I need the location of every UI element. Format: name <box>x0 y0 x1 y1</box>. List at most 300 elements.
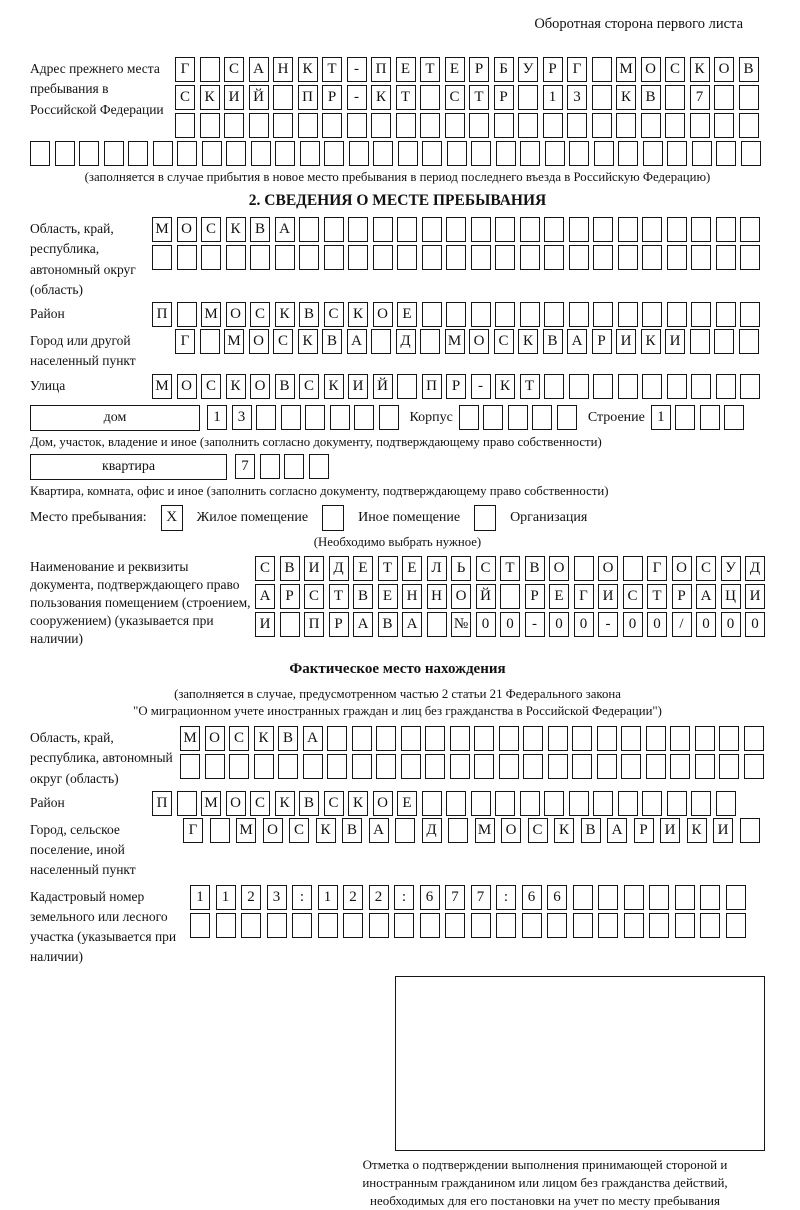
char-cell[interactable] <box>104 141 124 166</box>
char-cell[interactable]: С <box>304 584 324 609</box>
char-cell[interactable]: О <box>451 584 471 609</box>
char-cell[interactable] <box>495 791 515 816</box>
char-cell[interactable]: К <box>687 818 707 843</box>
char-cell[interactable] <box>177 302 197 327</box>
char-cell[interactable]: К <box>200 85 220 110</box>
char-cell[interactable] <box>646 754 666 779</box>
char-cell[interactable]: К <box>518 329 538 354</box>
char-cell[interactable]: И <box>304 556 324 581</box>
char-cell[interactable]: П <box>152 302 172 327</box>
char-cell[interactable] <box>569 374 589 399</box>
char-cell[interactable] <box>518 85 538 110</box>
char-cell[interactable]: О <box>598 556 618 581</box>
char-cell[interactable]: 0 <box>549 612 569 637</box>
char-cell[interactable] <box>691 302 711 327</box>
char-cell[interactable] <box>714 85 734 110</box>
char-cell[interactable]: 0 <box>623 612 643 637</box>
char-cell[interactable]: А <box>353 612 373 637</box>
char-cell[interactable]: 1 <box>543 85 563 110</box>
char-cell[interactable]: Т <box>647 584 667 609</box>
char-cell[interactable]: 0 <box>476 612 496 637</box>
char-cell[interactable] <box>744 726 764 751</box>
char-cell[interactable] <box>494 113 514 138</box>
char-cell[interactable] <box>557 405 577 430</box>
char-cell[interactable]: А <box>369 818 389 843</box>
char-cell[interactable]: В <box>299 791 319 816</box>
char-cell[interactable] <box>624 885 644 910</box>
char-cell[interactable] <box>691 245 711 270</box>
char-cell[interactable] <box>547 913 567 938</box>
char-cell[interactable]: 7 <box>690 85 710 110</box>
char-cell[interactable]: И <box>598 584 618 609</box>
char-cell[interactable]: С <box>623 584 643 609</box>
char-cell[interactable] <box>593 791 613 816</box>
char-cell[interactable] <box>670 726 690 751</box>
char-cell[interactable] <box>343 913 363 938</box>
char-cell[interactable] <box>740 245 760 270</box>
char-cell[interactable] <box>420 913 440 938</box>
char-cell[interactable]: С <box>528 818 548 843</box>
char-cell[interactable] <box>177 141 197 166</box>
char-cell[interactable]: О <box>263 818 283 843</box>
char-cell[interactable] <box>520 791 540 816</box>
char-cell[interactable]: О <box>469 329 489 354</box>
char-cell[interactable] <box>520 245 540 270</box>
char-cell[interactable] <box>303 754 323 779</box>
char-cell[interactable] <box>593 374 613 399</box>
char-cell[interactable]: П <box>152 791 172 816</box>
char-cell[interactable] <box>273 113 293 138</box>
char-cell[interactable] <box>618 141 638 166</box>
char-cell[interactable]: Н <box>273 57 293 82</box>
char-cell[interactable] <box>593 245 613 270</box>
char-cell[interactable] <box>544 302 564 327</box>
char-cell[interactable]: Т <box>420 57 440 82</box>
char-cell[interactable]: Е <box>378 584 398 609</box>
char-cell[interactable]: С <box>201 374 221 399</box>
char-cell[interactable]: О <box>501 818 521 843</box>
char-cell[interactable]: Р <box>672 584 692 609</box>
char-cell[interactable] <box>216 913 236 938</box>
char-cell[interactable] <box>298 113 318 138</box>
char-cell[interactable]: А <box>696 584 716 609</box>
char-cell[interactable]: - <box>525 612 545 637</box>
char-cell[interactable] <box>318 913 338 938</box>
char-cell[interactable] <box>153 141 173 166</box>
char-cell[interactable]: 0 <box>696 612 716 637</box>
char-cell[interactable]: С <box>250 791 270 816</box>
char-cell[interactable] <box>739 329 759 354</box>
char-cell[interactable] <box>572 726 592 751</box>
char-cell[interactable]: Е <box>397 302 417 327</box>
char-cell[interactable]: К <box>554 818 574 843</box>
char-cell[interactable] <box>643 141 663 166</box>
char-cell[interactable] <box>128 141 148 166</box>
char-cell[interactable] <box>446 217 466 242</box>
char-cell[interactable] <box>322 113 342 138</box>
char-cell[interactable]: Е <box>396 57 416 82</box>
char-cell[interactable] <box>422 245 442 270</box>
char-cell[interactable] <box>691 791 711 816</box>
char-cell[interactable]: : <box>394 885 414 910</box>
char-cell[interactable] <box>716 217 736 242</box>
char-cell[interactable]: С <box>229 726 249 751</box>
char-cell[interactable]: О <box>250 374 270 399</box>
char-cell[interactable]: И <box>348 374 368 399</box>
char-cell[interactable] <box>373 141 393 166</box>
char-cell[interactable] <box>593 217 613 242</box>
char-cell[interactable]: 2 <box>241 885 261 910</box>
char-cell[interactable]: - <box>471 374 491 399</box>
char-cell[interactable] <box>373 245 393 270</box>
char-cell[interactable] <box>714 329 734 354</box>
char-cell[interactable] <box>667 374 687 399</box>
char-cell[interactable] <box>347 113 367 138</box>
char-cell[interactable] <box>422 791 442 816</box>
char-cell[interactable] <box>716 302 736 327</box>
char-cell[interactable] <box>251 141 271 166</box>
char-cell[interactable] <box>726 885 746 910</box>
char-cell[interactable] <box>675 913 695 938</box>
char-cell[interactable] <box>646 726 666 751</box>
char-cell[interactable] <box>642 374 662 399</box>
char-cell[interactable]: О <box>249 329 269 354</box>
char-cell[interactable] <box>327 754 347 779</box>
char-cell[interactable]: Е <box>445 57 465 82</box>
char-cell[interactable] <box>450 726 470 751</box>
char-cell[interactable]: 1 <box>318 885 338 910</box>
char-cell[interactable]: С <box>255 556 275 581</box>
char-cell[interactable] <box>592 113 612 138</box>
char-cell[interactable] <box>175 113 195 138</box>
char-cell[interactable] <box>523 726 543 751</box>
char-cell[interactable]: К <box>298 329 318 354</box>
char-cell[interactable]: Ь <box>451 556 471 581</box>
char-cell[interactable]: Р <box>592 329 612 354</box>
char-cell[interactable] <box>544 245 564 270</box>
char-cell[interactable]: О <box>177 217 197 242</box>
char-cell[interactable] <box>548 754 568 779</box>
char-cell[interactable] <box>649 885 669 910</box>
char-cell[interactable]: К <box>316 818 336 843</box>
char-cell[interactable]: В <box>353 584 373 609</box>
char-cell[interactable]: В <box>525 556 545 581</box>
char-cell[interactable]: Г <box>175 329 195 354</box>
char-cell[interactable]: О <box>672 556 692 581</box>
char-cell[interactable] <box>226 141 246 166</box>
char-cell[interactable]: М <box>445 329 465 354</box>
char-cell[interactable]: В <box>299 302 319 327</box>
char-cell[interactable] <box>471 245 491 270</box>
char-cell[interactable]: Е <box>549 584 569 609</box>
char-cell[interactable] <box>397 374 417 399</box>
char-cell[interactable]: Р <box>329 612 349 637</box>
char-cell[interactable]: О <box>177 374 197 399</box>
char-cell[interactable] <box>508 405 528 430</box>
char-cell[interactable]: С <box>224 57 244 82</box>
char-cell[interactable] <box>369 913 389 938</box>
char-cell[interactable]: О <box>641 57 661 82</box>
char-cell[interactable] <box>544 791 564 816</box>
char-cell[interactable]: С <box>445 85 465 110</box>
char-cell[interactable]: О <box>226 791 246 816</box>
char-cell[interactable] <box>642 791 662 816</box>
char-cell[interactable]: С <box>324 791 344 816</box>
char-cell[interactable]: - <box>347 57 367 82</box>
char-cell[interactable]: Д <box>422 818 442 843</box>
char-cell[interactable] <box>471 302 491 327</box>
char-cell[interactable] <box>281 405 301 430</box>
char-cell[interactable]: Т <box>469 85 489 110</box>
char-cell[interactable] <box>471 217 491 242</box>
char-cell[interactable] <box>695 726 715 751</box>
char-cell[interactable]: К <box>371 85 391 110</box>
char-cell[interactable] <box>740 302 760 327</box>
char-cell[interactable] <box>180 754 200 779</box>
char-cell[interactable]: Е <box>397 791 417 816</box>
char-cell[interactable] <box>597 754 617 779</box>
char-cell[interactable] <box>618 374 638 399</box>
char-cell[interactable] <box>692 141 712 166</box>
char-cell[interactable]: С <box>250 302 270 327</box>
char-cell[interactable] <box>177 791 197 816</box>
char-cell[interactable] <box>324 141 344 166</box>
char-cell[interactable] <box>714 113 734 138</box>
char-cell[interactable]: С <box>201 217 221 242</box>
char-cell[interactable] <box>373 217 393 242</box>
char-cell[interactable]: 0 <box>500 612 520 637</box>
char-cell[interactable] <box>574 556 594 581</box>
char-cell[interactable] <box>324 217 344 242</box>
char-cell[interactable] <box>726 913 746 938</box>
char-cell[interactable]: 7 <box>445 885 465 910</box>
char-cell[interactable]: А <box>275 217 295 242</box>
char-cell[interactable] <box>260 454 280 479</box>
char-cell[interactable] <box>275 245 295 270</box>
checkbox-residential[interactable]: X <box>161 505 183 531</box>
char-cell[interactable] <box>499 726 519 751</box>
char-cell[interactable]: М <box>236 818 256 843</box>
char-cell[interactable] <box>569 791 589 816</box>
char-cell[interactable] <box>397 245 417 270</box>
char-cell[interactable] <box>667 791 687 816</box>
char-cell[interactable] <box>422 217 442 242</box>
char-cell[interactable]: Р <box>280 584 300 609</box>
char-cell[interactable] <box>573 913 593 938</box>
char-cell[interactable] <box>450 754 470 779</box>
char-cell[interactable] <box>445 913 465 938</box>
char-cell[interactable] <box>152 245 172 270</box>
char-cell[interactable]: Н <box>427 584 447 609</box>
char-cell[interactable] <box>474 726 494 751</box>
char-cell[interactable] <box>520 217 540 242</box>
char-cell[interactable] <box>569 245 589 270</box>
char-cell[interactable] <box>642 302 662 327</box>
char-cell[interactable]: Г <box>567 57 587 82</box>
char-cell[interactable] <box>401 726 421 751</box>
char-cell[interactable]: О <box>714 57 734 82</box>
char-cell[interactable] <box>249 113 269 138</box>
char-cell[interactable] <box>446 791 466 816</box>
char-cell[interactable]: В <box>739 57 759 82</box>
char-cell[interactable] <box>349 141 369 166</box>
char-cell[interactable]: А <box>255 584 275 609</box>
char-cell[interactable] <box>446 302 466 327</box>
char-cell[interactable] <box>224 113 244 138</box>
char-cell[interactable] <box>700 885 720 910</box>
char-cell[interactable] <box>691 217 711 242</box>
char-cell[interactable] <box>495 217 515 242</box>
char-cell[interactable] <box>348 245 368 270</box>
char-cell[interactable] <box>422 141 442 166</box>
char-cell[interactable] <box>495 302 515 327</box>
char-cell[interactable] <box>618 245 638 270</box>
char-cell[interactable] <box>420 329 440 354</box>
char-cell[interactable] <box>395 818 415 843</box>
char-cell[interactable]: 7 <box>235 454 255 479</box>
char-cell[interactable] <box>719 754 739 779</box>
char-cell[interactable]: К <box>254 726 274 751</box>
char-cell[interactable] <box>299 245 319 270</box>
char-cell[interactable]: Г <box>183 818 203 843</box>
char-cell[interactable]: Д <box>329 556 349 581</box>
char-cell[interactable] <box>397 217 417 242</box>
char-cell[interactable] <box>573 885 593 910</box>
char-cell[interactable] <box>371 113 391 138</box>
char-cell[interactable] <box>621 754 641 779</box>
char-cell[interactable]: Е <box>353 556 373 581</box>
char-cell[interactable] <box>700 913 720 938</box>
char-cell[interactable]: К <box>616 85 636 110</box>
char-cell[interactable]: И <box>665 329 685 354</box>
char-cell[interactable] <box>376 754 396 779</box>
char-cell[interactable] <box>401 754 421 779</box>
char-cell[interactable]: Р <box>543 57 563 82</box>
char-cell[interactable] <box>495 245 515 270</box>
char-cell[interactable] <box>641 113 661 138</box>
char-cell[interactable]: 2 <box>343 885 363 910</box>
char-cell[interactable] <box>618 791 638 816</box>
char-cell[interactable]: М <box>180 726 200 751</box>
char-cell[interactable]: М <box>475 818 495 843</box>
char-cell[interactable]: Т <box>329 584 349 609</box>
char-cell[interactable] <box>667 302 687 327</box>
char-cell[interactable]: И <box>255 612 275 637</box>
char-cell[interactable] <box>744 754 764 779</box>
char-cell[interactable] <box>496 141 516 166</box>
char-cell[interactable] <box>739 113 759 138</box>
char-cell[interactable] <box>379 405 399 430</box>
char-cell[interactable] <box>543 113 563 138</box>
char-cell[interactable] <box>202 141 222 166</box>
char-cell[interactable] <box>177 245 197 270</box>
char-cell[interactable] <box>690 329 710 354</box>
char-cell[interactable] <box>667 217 687 242</box>
char-cell[interactable]: П <box>371 57 391 82</box>
char-cell[interactable] <box>422 302 442 327</box>
char-cell[interactable] <box>330 405 350 430</box>
char-cell[interactable] <box>327 726 347 751</box>
char-cell[interactable]: Й <box>373 374 393 399</box>
char-cell[interactable]: С <box>494 329 514 354</box>
char-cell[interactable]: Р <box>322 85 342 110</box>
char-cell[interactable] <box>716 791 736 816</box>
char-cell[interactable]: К <box>298 57 318 82</box>
char-cell[interactable]: К <box>226 374 246 399</box>
char-cell[interactable] <box>523 754 543 779</box>
char-cell[interactable] <box>425 726 445 751</box>
char-cell[interactable]: П <box>304 612 324 637</box>
char-cell[interactable] <box>532 405 552 430</box>
char-cell[interactable] <box>667 245 687 270</box>
char-cell[interactable]: А <box>347 329 367 354</box>
char-cell[interactable]: К <box>641 329 661 354</box>
char-cell[interactable]: 6 <box>522 885 542 910</box>
char-cell[interactable] <box>448 818 468 843</box>
char-cell[interactable] <box>30 141 50 166</box>
char-cell[interactable]: Р <box>446 374 466 399</box>
char-cell[interactable]: И <box>616 329 636 354</box>
char-cell[interactable] <box>324 245 344 270</box>
char-cell[interactable] <box>273 85 293 110</box>
char-cell[interactable]: : <box>496 885 516 910</box>
char-cell[interactable]: Е <box>402 556 422 581</box>
char-cell[interactable]: В <box>322 329 342 354</box>
char-cell[interactable]: М <box>224 329 244 354</box>
char-cell[interactable]: И <box>713 818 733 843</box>
char-cell[interactable]: - <box>347 85 367 110</box>
char-cell[interactable] <box>352 754 372 779</box>
char-cell[interactable]: Т <box>520 374 540 399</box>
char-cell[interactable]: Р <box>525 584 545 609</box>
char-cell[interactable]: А <box>607 818 627 843</box>
char-cell[interactable]: К <box>275 302 295 327</box>
char-cell[interactable]: 6 <box>547 885 567 910</box>
char-cell[interactable]: Г <box>647 556 667 581</box>
char-cell[interactable]: Б <box>494 57 514 82</box>
char-cell[interactable] <box>201 245 221 270</box>
char-cell[interactable] <box>420 113 440 138</box>
char-cell[interactable]: / <box>672 612 692 637</box>
char-cell[interactable] <box>420 85 440 110</box>
char-cell[interactable] <box>284 454 304 479</box>
char-cell[interactable] <box>518 113 538 138</box>
char-cell[interactable] <box>305 405 325 430</box>
char-cell[interactable] <box>592 85 612 110</box>
char-cell[interactable]: Т <box>378 556 398 581</box>
char-cell[interactable] <box>691 374 711 399</box>
char-cell[interactable] <box>695 754 715 779</box>
char-cell[interactable] <box>520 141 540 166</box>
char-cell[interactable]: И <box>660 818 680 843</box>
char-cell[interactable] <box>210 818 230 843</box>
char-cell[interactable]: В <box>543 329 563 354</box>
checkbox-organization[interactable] <box>474 505 496 531</box>
char-cell[interactable] <box>226 245 246 270</box>
char-cell[interactable]: С <box>476 556 496 581</box>
char-cell[interactable] <box>459 405 479 430</box>
char-cell[interactable] <box>241 913 261 938</box>
char-cell[interactable]: 7 <box>471 885 491 910</box>
char-cell[interactable] <box>670 754 690 779</box>
char-cell[interactable]: Л <box>427 556 447 581</box>
char-cell[interactable]: А <box>402 612 422 637</box>
char-cell[interactable]: А <box>249 57 269 82</box>
char-cell[interactable] <box>79 141 99 166</box>
char-cell[interactable]: П <box>422 374 442 399</box>
char-cell[interactable] <box>250 245 270 270</box>
char-cell[interactable] <box>592 57 612 82</box>
